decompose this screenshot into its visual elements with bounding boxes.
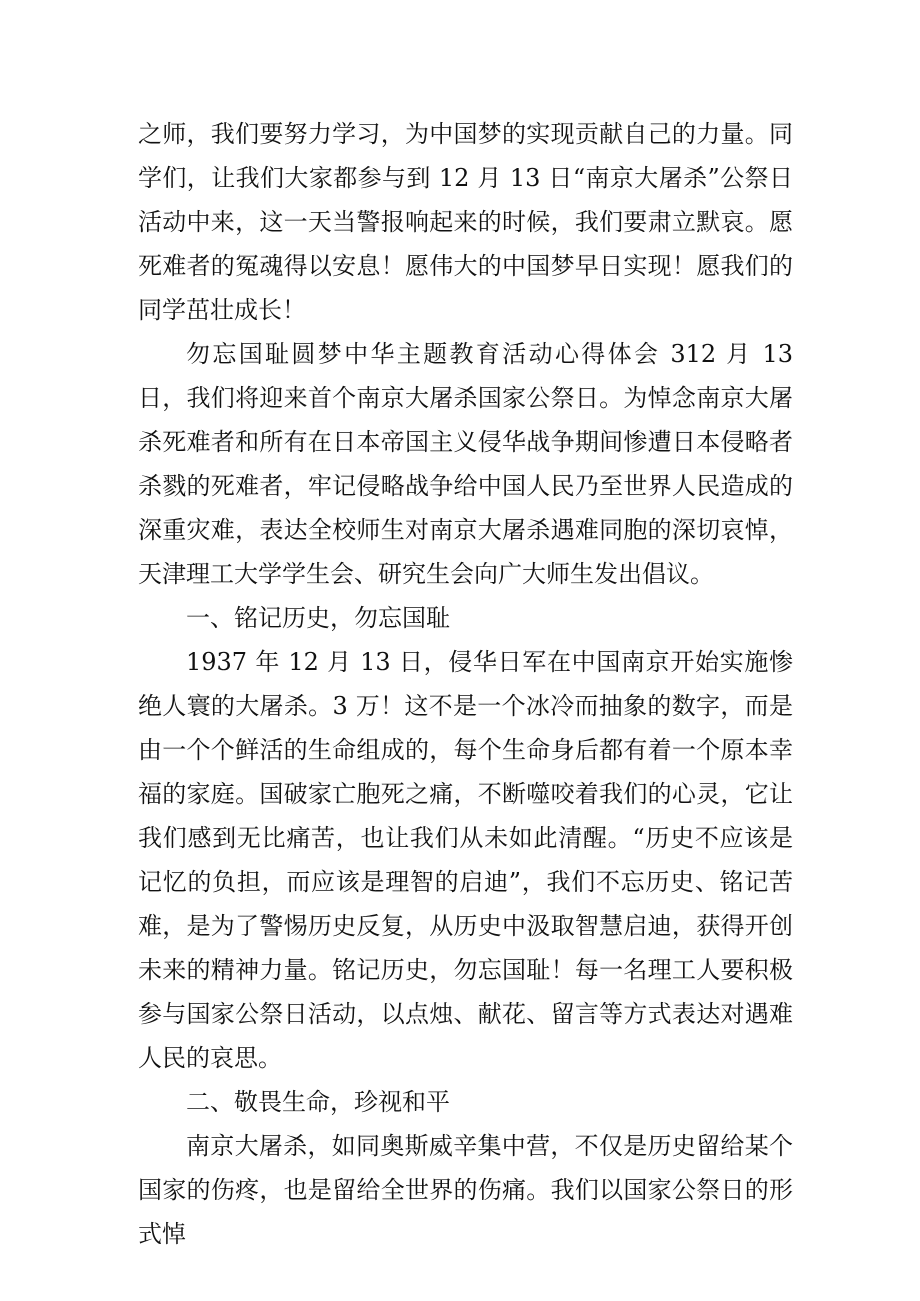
paragraph-intro: 勿忘国耻圆梦中华主题教育活动心得体会 312 月 13 日，我们将迎来首个南京大屠杀国家公祭日。为悼念南京大屠杀死难者和所有在日本帝国主义侵华战争期间惨遭日本侵略者杀戮的死难者，牢记侵略战争给中国人民乃至世界人民造成的深重灾难，表达全校师生对南京大屠杀遇难同胞的深切哀悼，天津理工大学学生会、研究生会向广大师生发出倡议。 bbox=[138, 340, 793, 588]
paragraph-continuation: 之师，我们要努力学习，为中国梦的实现贡献自己的力量。同学们，让我们大家都参与到 12 月 13 日“南京大屠杀”公祭日活动中来，这一天当警报响起来的时候，我们要肃立默哀。愿死难者的冤魂得以安息！愿伟大的中国梦早日实现！愿我们的同学茁壮成长！ bbox=[138, 120, 793, 324]
section-heading-1: 一、铭记历史，勿忘国耻 bbox=[186, 604, 450, 632]
section-heading-2: 二、敬畏生命，珍视和平 bbox=[186, 1088, 450, 1116]
document-body bbox=[138, 112, 793, 1256]
paragraph-peace: 南京大屠杀，如同奥斯威辛集中营，不仅是历史留给某个国家的伤疼，也是留给全世界的伤痛。我们以国家公祭日的形式悼 bbox=[138, 1132, 793, 1248]
paragraph-history: 1937 年 12 月 13 日，侵华日军在中国南京开始实施惨绝人寰的大屠杀。3 万！这不是一个冰冷而抽象的数字，而是由一个个鲜活的生命组成的，每个生命身后都有着一个原本幸福的家庭。国破家亡胞死之痛，不断噬咬着我们的心灵，它让我们感到无比痛苦，也让我们从未如此清醒。“历史不应该是记忆的负担，而应该是理智的启迪”，我们不忘历史、铭记苦难，是为了警惕历史反复，从历史中汲取智慧启迪，获得开创未来的精神力量。铭记历史，勿忘国耻！每一名理工人要积极参与国家公祭日活动，以点烛、献花、留言等方式表达对遇难人民的哀思。 bbox=[138, 648, 793, 1072]
